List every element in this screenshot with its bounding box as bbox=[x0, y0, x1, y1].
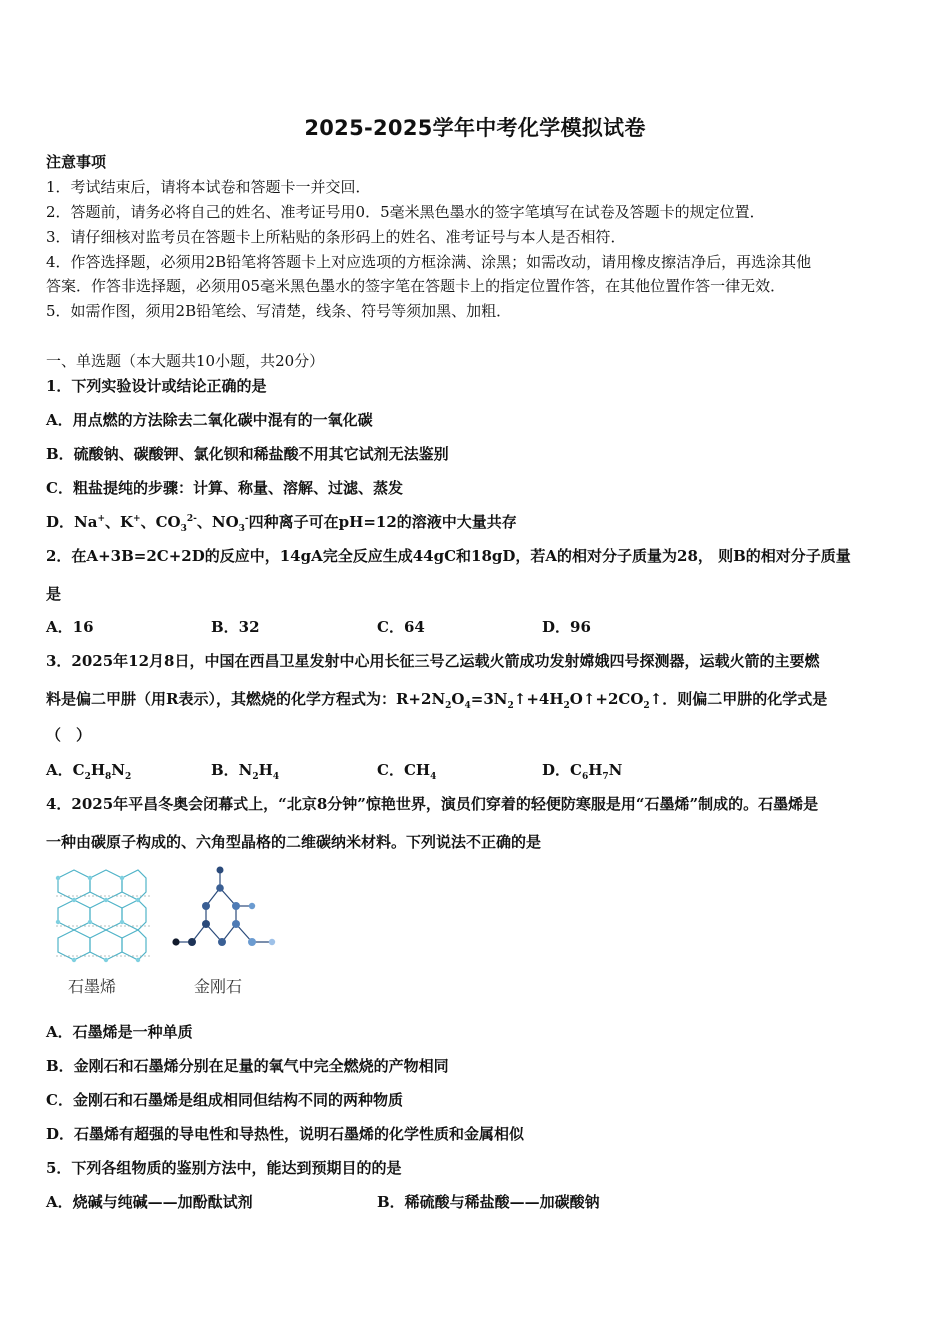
question-5-stem: 5．下列各组物质的鉴别方法中，能达到预期目的的是 bbox=[46, 1159, 402, 1177]
question-4-option-b: B．金刚石和石墨烯分别在足量的氧气中完全燃烧的产物相同 bbox=[46, 1057, 449, 1075]
question-4-stem-cont: 一种由碳原子构成的、六角型晶格的二维碳纳米材料。下列说法不正确的是 bbox=[46, 833, 542, 851]
question-1-option-b: B．硫酸钠、碳酸钾、氯化钡和稀盐酸不用其它试剂无法鉴别 bbox=[46, 445, 449, 463]
question-2-option-d: D．96 bbox=[542, 618, 591, 636]
notice-item: 5．如需作图，须用2B铅笔绘、写清楚，线条、符号等须加黑、加粗． bbox=[46, 302, 512, 320]
question-3-option-a: A．$C_2H_8N_2$ bbox=[46, 761, 132, 782]
notice-item: 2．答题前，请务必将自己的姓名、准考证号用0．5毫米黑色墨水的签字笔填写在试卷及答题卡的规定位置． bbox=[46, 203, 765, 221]
question-2-option-a: A．16 bbox=[46, 618, 94, 636]
carbon-structures-figure bbox=[46, 860, 296, 1000]
question-5-option-b: B．稀硫酸与稀盐酸——加碳酸钠 bbox=[377, 1193, 600, 1211]
question-2-stem: 2．在A+3B=2C+2D的反应中，14gA完全反应生成44gC和18gD，若A的相对分子质量为28， 则B的相对分子质量 bbox=[46, 547, 851, 565]
notice-item: 3．请仔细核对监考员在答题卡上所粘贴的条形码上的姓名、准考证号与本人是否相符． bbox=[46, 228, 626, 246]
question-5-option-a: A．烧碱与纯碱——加酚酞试剂 bbox=[46, 1193, 253, 1211]
question-3-stem-cont: 料是偏二甲肼（用R表示），其燃烧的化学方程式为：$R+2N_2O_4=3N_2↑+4H_2O↑+2CO_2↑$．则偏二甲肼的化学式是 bbox=[46, 690, 828, 711]
question-4-option-d: D．石墨烯有超强的导电性和导热性，说明石墨烯的化学性质和金属相似 bbox=[46, 1125, 525, 1143]
diamond-label: 金刚石 bbox=[194, 977, 243, 996]
graphene-label: 石墨烯 bbox=[68, 977, 117, 996]
question-4-option-a: A．石墨烯是一种单质 bbox=[46, 1023, 193, 1041]
question-2-stem-cont: 是 bbox=[46, 585, 62, 603]
question-3-stem: 3．2025年12月8日，中国在西昌卫星发射中心用长征三号乙运载火箭成功发射嫦娥四号探测器，运载火箭的主要燃 bbox=[46, 652, 820, 670]
notice-heading: 注意事项 bbox=[46, 153, 107, 171]
question-4-stem: 4．2025年平昌冬奥会闭幕式上，“北京8分钟”惊艳世界，演员们穿着的轻便防寒服是用“石墨烯”制成的。石墨烯是 bbox=[46, 795, 819, 813]
notice-item: 4．作答选择题，必须用2B铅笔将答题卡上对应选项的方框涂满、涂黑；如需改动，请用橡皮擦洁净后，再选涂其他 bbox=[46, 253, 812, 271]
question-1-option-c: C．粗盐提纯的步骤：计算、称量、溶解、过滤、蒸发 bbox=[46, 479, 403, 497]
question-1-option-d: D．Na+、K+、$CO_3^{2-}$、$NO_3^-$四种离子可在pH=12的溶液中大量共存 bbox=[46, 513, 517, 534]
question-3-blank: （ ） bbox=[46, 726, 92, 744]
notice-item: 1．考试结束后，请将本试卷和答题卡一并交回． bbox=[46, 178, 371, 196]
question-2-option-b: B．32 bbox=[211, 618, 260, 636]
question-3-option-c: C．$CH_4$ bbox=[377, 761, 437, 782]
question-4-option-c: C．金刚石和石墨烯是组成相同但结构不同的两种物质 bbox=[46, 1091, 403, 1109]
notice-item: 答案．作答非选择题，必须用05毫米黑色墨水的签字笔在答题卡上的指定位置作答，在其他位置作答一律无效． bbox=[46, 277, 786, 295]
question-3-option-b: B．$N_2H_4$ bbox=[211, 761, 280, 782]
graphene-lattice-image bbox=[46, 860, 296, 970]
question-2-option-c: C．64 bbox=[377, 618, 425, 636]
question-3-option-d: D．$C_6H_7N$ bbox=[542, 761, 623, 782]
question-1-stem: 1．下列实验设计或结论正确的是 bbox=[46, 377, 267, 395]
page-title: 2025-2025学年中考化学模拟试卷 bbox=[304, 116, 646, 140]
question-1-option-a: A．用点燃的方法除去二氧化碳中混有的一氧化碳 bbox=[46, 411, 373, 429]
section-heading: 一、单选题（本大题共10小题，共20分） bbox=[46, 352, 325, 370]
